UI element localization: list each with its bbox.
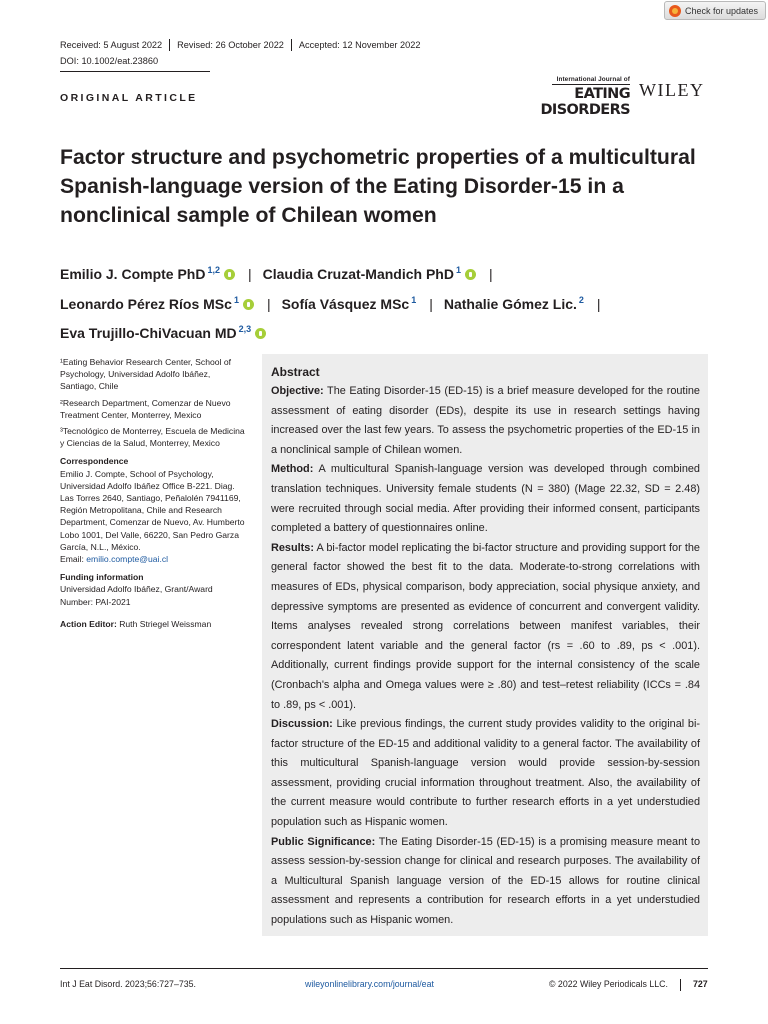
author-line-3 — [60, 317, 720, 347]
author-affiliation: 1 — [455, 265, 461, 275]
affiliation-3: ³Tecnológico de Monterrey, Escuela de Medicina y Ciencias de la Salud, Monterrey, Mexico — [60, 426, 245, 449]
author-affiliation: 1 — [233, 294, 239, 305]
method-label: Method: — [271, 463, 314, 476]
abstract-heading: Abstract — [271, 365, 320, 379]
article-title: Factor structure and psychometric properties of a multicultural Spanish-language version of the Eating Disorder-15 in a nonclinical sample of Chilean women — [60, 146, 696, 227]
significance-text: The Eating Disorder-15 (ED-15) is a promising measure meant to assess session-by-session change for clinical and research purposes. The availability of a Multicultural Spanish language version of the ED-15 allows for routine clinical assessment and represents a contribution for research efforts in a yet understudied populations such as Hispanic women. — [271, 835, 701, 927]
journal-logo-small: International Journal of — [552, 76, 630, 85]
discussion-text: Like previous findings, the current study provides validity to the original bi-factor structure of the ED-15 and additional validity to a general factor. The availability of this multicultural Spanish-language version would provide session-by-session assessment, providing crucial information throughout treatment. Also, the availability of the current measure would contribute to further research efforts in a yet understudied population such as Hispanic women. — [271, 718, 700, 829]
orcid-icon[interactable] — [255, 328, 266, 339]
email-link[interactable]: emilio.compte@uai.cl — [86, 554, 169, 565]
results-text: A bi-factor model replicating the bi-factor structure and providing support for the general factor showed the best fit to the data. Moderate-to-strong correlations with measures of EDs, physical comparison, body appreciation, social physique anxiety, and depressive symptoms are presented as evidence of concurrent and convergent validity. Items analyses revealed strong correlations between manifest variables, their correspondent latent variable and the general factor (rs = .60 to .89, ps < .001). Additionally, current findings provide support for the internal consistency of the scale (Cronbach's alpha and Omega values were ≥ .80) and test–retest reliability (ICCs = .84 to .89, ps < .001). — [271, 541, 700, 711]
author-name[interactable]: Claudia Cruzat-Mandich PhD — [262, 266, 454, 282]
article-type: ORIGINAL ARTICLE — [60, 92, 198, 104]
significance-label: Public Significance: — [271, 835, 376, 848]
author-line-2 — [60, 288, 720, 318]
author-name[interactable]: Eva Trujillo-ChiVacuan MD — [60, 325, 237, 341]
citation: Int J Eat Disord. 2023;56:727–735. — [60, 979, 196, 989]
check-for-updates-button[interactable] — [664, 1, 766, 20]
orcid-icon[interactable] — [224, 269, 235, 280]
correspondence-heading: Correspondence — [60, 456, 129, 467]
abstract-objective — [271, 382, 700, 460]
method-text: A multicultural Spanish-language version was developed through combined translation techniques. University female students (N = 380) (Mage 22.32, SD = 2.48) were recruited through social media. After providing their informed consent, participants completed a battery of questionnaires online. — [271, 463, 700, 535]
author-name[interactable]: Emilio J. Compte PhD — [60, 266, 206, 282]
author-separator: | — [429, 295, 433, 312]
author-affiliation: 2,3 — [238, 324, 252, 334]
orcid-icon[interactable] — [465, 269, 476, 280]
funding-heading: Funding information — [60, 572, 144, 583]
action-editor — [60, 618, 248, 630]
correspondence-address: Emilio J. Compte, School of Psychology, Universidad Adolfo Ibáñez Office B-221. Diag. Las Torres 2640, Santiago, Peñalolén 7941169, Región Metropolitana, Chile and Research Department, Comenzar de Nuevo, Av. Humberto Lobo 1001, Del Valle, 66220, San Pedro Garza García, N.L., México. — [60, 468, 245, 552]
article-dates — [60, 39, 427, 51]
author-affiliation: 2 — [578, 294, 584, 305]
check-for-updates-label: Check for updates — [685, 5, 759, 16]
abstract-results — [271, 539, 700, 715]
publisher-logo: WILEY — [639, 80, 705, 100]
action-editor-name: Ruth Striegel Weissman — [116, 618, 212, 629]
email-label: Email: — [60, 554, 87, 565]
abstract-method — [271, 460, 700, 538]
affiliation-2: ²Research Department, Comenzar de Nuevo Treatment Center, Monterrey, Mexico — [60, 397, 231, 420]
author-name[interactable]: Leonardo Pérez Ríos MSc — [60, 295, 232, 312]
abstract-discussion — [271, 715, 700, 833]
article-sidebar — [60, 356, 248, 634]
revised-date: Revised: 26 October 2022 — [169, 39, 291, 51]
crossmark-icon — [669, 5, 681, 17]
accepted-date: Accepted: 12 November 2022 — [291, 39, 428, 51]
author-affiliation: 1,2 — [207, 265, 220, 275]
results-label: Results: — [271, 541, 314, 554]
abstract-significance — [271, 833, 700, 931]
author-affiliation: 1 — [411, 294, 417, 305]
author-list — [60, 258, 720, 347]
footer-rule — [60, 968, 708, 969]
author-name[interactable]: Nathalie Gómez Lic. — [443, 295, 577, 312]
received-date: Received: 5 August 2022 — [60, 40, 163, 50]
author-name[interactable]: Sofía Vásquez MSc — [281, 295, 410, 312]
journal-logo-big: EATING DISORDERS — [540, 86, 630, 118]
correspondence-text — [60, 468, 248, 566]
abstract-box — [262, 354, 708, 936]
author-separator: | — [596, 295, 601, 312]
orcid-icon[interactable] — [243, 299, 254, 310]
funding-text: Universidad Adolfo Ibáñez, Grant/Award Number: PAI-2021 — [60, 584, 213, 607]
doi: DOI: 10.1002/eat.23860 — [60, 56, 159, 66]
discussion-label: Discussion: — [271, 718, 333, 731]
copyright: © 2022 Wiley Periodicals LLC. — [549, 979, 668, 989]
author-separator: | — [489, 266, 493, 282]
journal-url-link[interactable]: wileyonlinelibrary.com/journal/eat — [305, 979, 434, 989]
author-line-1 — [60, 258, 720, 288]
author-separator: | — [266, 295, 271, 312]
affiliation-1: ¹Eating Behavior Research Center, School of Psychology, Universidad Adolfo Ibáñez, Santiago, Chile — [60, 357, 232, 392]
page-number: 727 — [680, 979, 708, 991]
objective-text: The Eating Disorder-15 (ED-15) is a brief measure developed for the routine assessment of eating disorder (EDs), despite its use in research settings having increased over the last few years. To assess the psychometric properties of the ED-15 in a nonclinical sample of Chilean women. — [271, 385, 700, 456]
action-editor-label: Action Editor: — [60, 618, 117, 629]
author-separator: | — [247, 266, 252, 282]
header-rule — [60, 71, 210, 72]
journal-logo — [496, 76, 630, 118]
objective-label: Objective: — [271, 385, 324, 397]
